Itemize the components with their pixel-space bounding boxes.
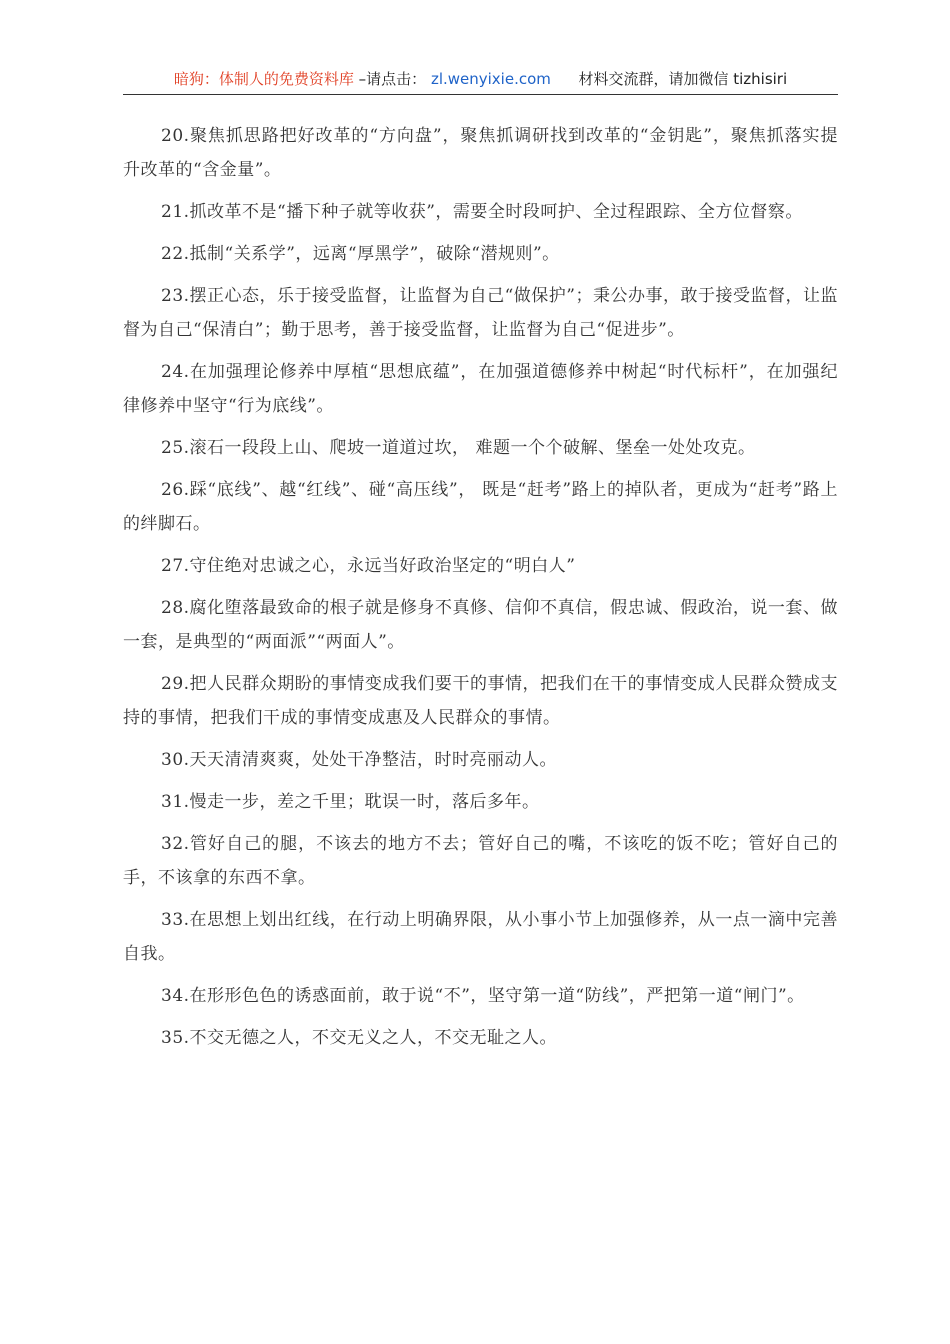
paragraph-32: 32.管好自己的腿，不该去的地方不去；管好自己的嘴，不该吃的饭不吃；管好自己的手，不该拿的东西不拿。 — [123, 834, 838, 888]
paragraph-25: 25.滚石一段段上山、爬坡一道道过坎， 难题一个个破解、堡垒一处处攻克。 — [161, 438, 756, 458]
paragraph-26: 26.踩“底线”、越“红线”、碰“高压线”， 既是“赶考”路上的掉队者，更成为“赶考”路上的绊脚石。 — [123, 480, 838, 534]
paragraph-31: 31.慢走一步，差之千里；耽误一时，落后多年。 — [161, 792, 540, 812]
page-header — [123, 68, 838, 95]
paragraph-29: 29.把人民群众期盼的事情变成我们要干的事情，把我们在干的事情变成人民群众赞成支持的事情，把我们干成的事情变成惠及人民群众的事情。 — [123, 674, 838, 728]
document-body — [123, 119, 838, 1063]
header-group-info: 材料交流群，请加微信 tizhisiri — [578, 70, 788, 88]
paragraph-27: 27.守住绝对忠诚之心，永远当好政治坚定的“明白人” — [161, 556, 576, 576]
header-site-link[interactable]: zl.wenyixie.com — [430, 70, 551, 88]
paragraph-35: 35.不交无德之人，不交无义之人，不交无耻之人。 — [161, 1028, 558, 1048]
paragraph-23: 23.摆正心态，乐于接受监督，让监督为自己“做保护”；秉公办事，敢于接受监督，让监督为自己“保清白”；勤于思考，善于接受监督，让监督为自己“促进步”。 — [123, 286, 838, 340]
paragraph-30: 30.天天清清爽爽，处处干净整洁，时时亮丽动人。 — [161, 750, 558, 770]
paragraph-28: 28.腐化堕落最致命的根子就是修身不真修、信仰不真信，假忠诚、假政治，说一套、做一套，是典型的“两面派”“两面人”。 — [123, 598, 838, 652]
header-brand: 暗狗：体制人的免费资料库 — [173, 70, 354, 88]
paragraph-24: 24.在加强理论修养中厚植“思想底蕴”，在加强道德修养中树起“时代标杆”，在加强纪律修养中坚守“行为底线”。 — [123, 362, 838, 416]
header-click-prompt: –请点击： — [358, 70, 427, 88]
paragraph-20: 20.聚焦抓思路把好改革的“方向盘”，聚焦抓调研找到改革的“金钥匙”，聚焦抓落实提升改革的“含金量”。 — [123, 126, 838, 180]
paragraph-22: 22.抵制“关系学”，远离“厚黑学”，破除“潜规则”。 — [161, 244, 560, 264]
paragraph-33: 33.在思想上划出红线，在行动上明确界限，从小事小节上加强修养，从一点一滴中完善自我。 — [123, 910, 838, 964]
paragraph-21: 21.抓改革不是“播下种子就等收获”，需要全时段呵护、全过程跟踪、全方位督察。 — [161, 202, 803, 222]
paragraph-34: 34.在形形色色的诱惑面前，敢于说“不”，坚守第一道“防线”，严把第一道“闸门”。 — [161, 986, 805, 1006]
